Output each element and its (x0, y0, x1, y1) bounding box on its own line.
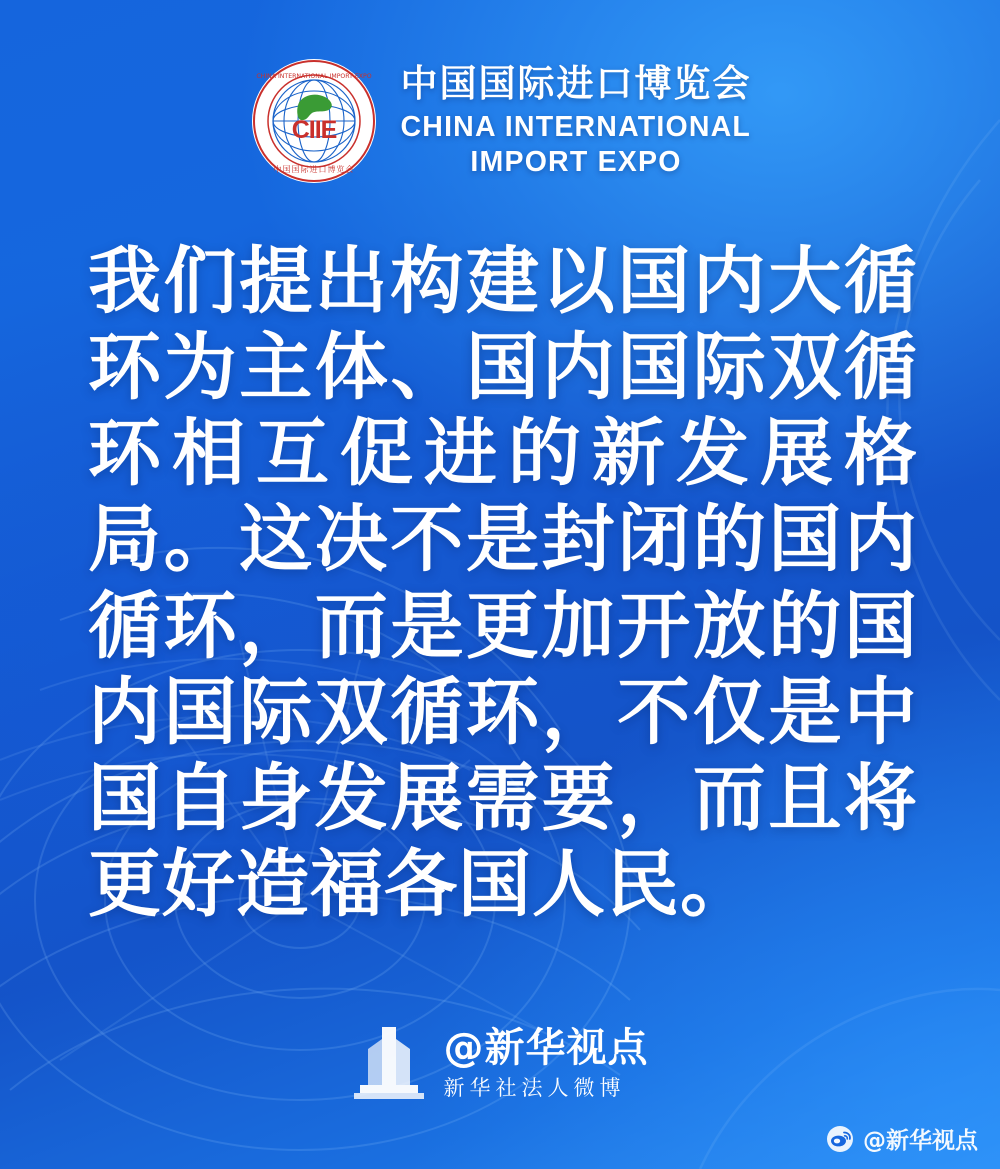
footer-subtitle: 新华社法人微博 (443, 1075, 626, 1100)
brand-titles (401, 64, 752, 177)
footer-text (443, 1024, 649, 1100)
brand-title-en-line1: CHINA INTERNATIONAL (400, 111, 752, 144)
svg-text:CIIE: CIIE (291, 116, 336, 144)
svg-text:CHINA INTERNATIONAL IMPORT EXP: CHINA INTERNATIONAL IMPORT EXPO (255, 73, 372, 80)
brand-title-cn: 中国国际进口博览会 (400, 62, 752, 106)
ciie-globe-logo (249, 56, 379, 186)
footer-brand (0, 1023, 1000, 1103)
weibo-watermark-label: @新华视点 (863, 1128, 978, 1154)
svg-text:中国国际进口博览会: 中国国际进口博览会 (273, 165, 354, 174)
footer-account: @新华视点 (443, 1024, 649, 1071)
quote-text: 我们提出构建以国内大循环为主体、国内国际双循环相互促进的新发展格局。这决不是封闭的国内循环，而是更加开放的国内国际双循环，不仅是中国自身发展需要，而且将更好造福各国人民。 (88, 238, 918, 927)
weibo-icon (826, 1125, 854, 1153)
xinhua-viewpoint-mark (352, 1023, 426, 1103)
header (0, 56, 1000, 186)
weibo-watermark (826, 1122, 978, 1155)
brand-title-en-line2: IMPORT EXPO (470, 145, 682, 178)
